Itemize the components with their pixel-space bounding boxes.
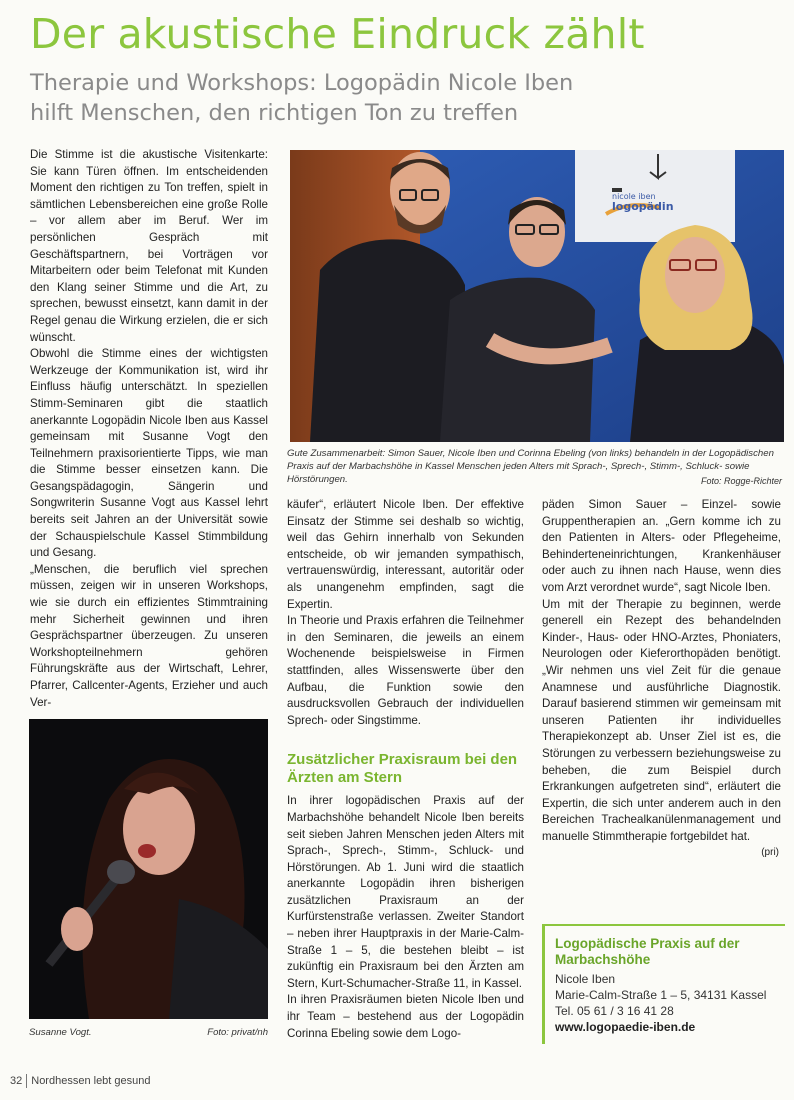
singer-photo-caption: Susanne Vogt. (29, 1027, 92, 1038)
infobox-address: Marie-Calm-Straße 1 – 5, 34131 Kassel (555, 988, 767, 1002)
infobox-web-link[interactable]: www.logopaedie-iben.de (555, 1020, 696, 1034)
singer-photo-image (29, 719, 268, 1019)
subtitle-line-1: Therapie und Workshops: Logopädin Nicole Iben (30, 70, 574, 96)
sign-text-line-1: nicole iben (612, 192, 656, 201)
subtitle-line-2: hilft Menschen, den richtigen Ton zu treffen (30, 100, 519, 126)
paragraph: Um mit der Therapie zu beginnen, werde generell ein Rezept des behandelnden Kinder-, Haus- oder HNO-Arztes, Phoniaters, Neurologen oder Kieferorthopäden benötigt. „Wir nehmen uns viel Zeit für die genaue Anamnese und ausführliche Diagnostik. Darauf basierend stimmen wir gemeinsam mit unseren Patienten ihr individuelles Therapiekonzept ab. Unser Ziel ist es, die Störungen zu verbessern beziehungsweise zu beheben, die zum Beispiel durch Erkrankungen aufgetreten sind“, erläutert die Expertin, die sich unter anderem auch in den Bereichen Trachealkanülenmanagement und manuelle Stimmtherapie fortgebildet hat. (542, 597, 781, 843)
paragraph: Obwohl die Stimme eines der wichtigsten Werkzeuge der Kommunikation ist, wird ihr Einfluss häufig unterschätzt. In speziellen Stimm-Seminaren gibt die staatlich anerkannte Logopädin Nicole Iben aus Kassel gemeinsam mit Susanne Vogt den Teilnehmern praxisorientierte Tipps, wie man die Stimme besser einsetzen kann. Die Gesangspädagogin, Sängerin und Songwriterin Susanne Vogt aus Kassel lehrt bereits seit Jahren an der Universität sowie der Schauspielschule Kassel Stimmbildung und Gesang. (30, 347, 268, 560)
team-photo-credit: Foto: Rogge-Richter (700, 476, 782, 486)
footer-divider (26, 1074, 27, 1088)
paragraph: In ihren Praxisräumen bieten Nicole Iben und ihr Team – bestehend aus der Logopädin Corinna Ebeling sowie dem Logo- (287, 993, 524, 1040)
text-column-2 (287, 497, 524, 1042)
paragraph: In ihrer logopädischen Praxis auf der Marbachshöhe behandelt Nicole Iben bereits seit sieben Jahren Menschen jeden Alters mit Sprach-, Sprech-, Stimm-, Schluck- und Hörstörungen. Ab 1. Juni wird die staatlich anerkannte Logopädin ihren bisherigen zusätzlichen Praxisraum an der Kurfürstenstraße verlassen. Zweiter Standort – neben ihrer Hauptpraxis in der Marie-Calm-Straße 1 – 5, die bestehen bleibt – ist zukünftig ein Praxisraum bei den Ärzten am Stern, Kurt-Schumacher-Straße 11, in Kassel. (287, 794, 524, 990)
text-column-1 (30, 147, 268, 711)
article-subtitle (30, 68, 573, 128)
section-heading: Zusätzlicher Praxisraum bei den Ärzten am Stern (287, 751, 518, 787)
article-title: Der akustische Eindruck zählt (30, 10, 645, 58)
paragraph: „Menschen, die beruflich viel sprechen müssen, zeigen wir in unseren Workshops, wie sie durch ein effizientes Stimmtraining mehr Sicherheit gewinnen und ihren Gesprächspartner überzeugen. Zu unseren Workshopteilnehmern gehören Führungskräfte aus der Wirtschaft, Lehrer, Pfarrer, Callcenter-Agents, Erzieher und auch Ver- (30, 562, 268, 709)
page-number: 32 (10, 1074, 23, 1087)
contact-infobox (542, 924, 785, 1044)
singer-photo (29, 719, 268, 1019)
team-photo-image (290, 150, 784, 442)
team-photo (290, 150, 784, 442)
paragraph: käufer“, erläutert Nicole Iben. Der effektive Einsatz der Stimme sei deshalb so wichtig, weil das Gehirn innerhalb von Sekunden entscheide, ob wir jemanden sympathisch, vertrauenswürdig, interessant, autoritär oder als unangenehm empfinden, sagt die Expertin. (287, 498, 524, 611)
paragraph: Die Stimme ist die akustische Visitenkarte: Sie kann Türen öffnen. Im entscheidenden Moment den richtigen zu Ton treffen, spielt in sämtlichen Lebensbereichen eine große Rolle – vor allem aber im Beruf. Wer im persönlichen Gespräch mit Geschäftspartnern, bei Vorträgen vor Mitarbeitern oder beim Telefonat mit Kunden den Klang seiner Stimme und die Art, zu sprechen, bewusst einsetzt, kann damit in der Regel genau die Wirkung erzielen, die er sich wünscht. (30, 148, 268, 344)
singer-photo-credit: Foto: privat/nh (207, 1027, 268, 1038)
page-footer (10, 1074, 151, 1088)
text-column-3 (542, 497, 781, 862)
team-photo-caption: Gute Zusammenarbeit: Simon Sauer, Nicole Iben und Corinna Ebeling (von links) behandeln in der Logopädischen Praxis auf der Marbachshöhe in Kassel Menschen jeden Alters mit Sprach-, Sprech-, Stimm-, Schluck- sowie Hörstörungen. (287, 448, 774, 485)
paragraph: päden Simon Sauer – Einzel- sowie Gruppentherapien an. „Gern komme ich zu den Patienten in Alters- oder Pflegeheime, Behinderteneinrichtungen, Krankenhäuser oder auch zu ihnen nach Hause, wenn dies vom Arzt verordnet wurde“, sagt Nicole Iben. (542, 498, 781, 594)
paragraph: In Theorie und Praxis erfahren die Teilnehmer in den Seminaren, die jeweils an einem Wochenende beispielsweise in Firmen stattfinden, alles Wissenswerte über den Aufbau, die Funktion sowie den ausdrucksvollen Gebrauch der individuellen Sprech- oder Singstimme. (287, 614, 524, 727)
infobox-name: Nicole Iben (555, 972, 616, 986)
magazine-name: Nordhessen lebt gesund (31, 1074, 151, 1087)
infobox-phone: Tel. 05 61 / 3 16 41 28 (555, 1004, 674, 1018)
sign-text-line-2: logopädin (612, 200, 674, 213)
author-sign: (pri) (761, 847, 779, 859)
infobox-title: Logopädische Praxis auf der Marbachshöhe (555, 936, 740, 967)
